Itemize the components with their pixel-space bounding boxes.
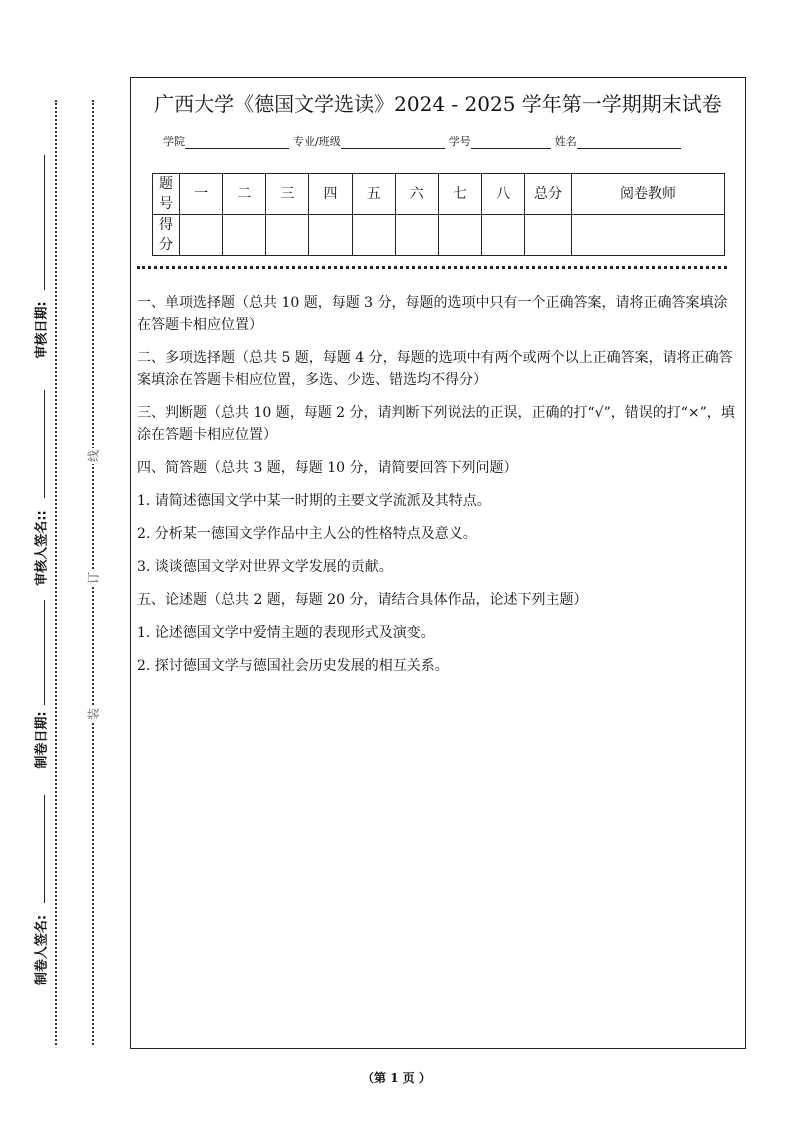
page-title: 广西大学《德国文学选读》2024 - 2025 学年第一学期期末试卷 (154, 92, 722, 116)
maker-sign-label: 制卷人签名: (34, 914, 50, 986)
question: 3. 谈谈德国文学对世界文学发展的贡献。 (137, 559, 393, 575)
score-cell[interactable] (438, 215, 481, 256)
col-header: 三 (266, 174, 309, 215)
col-header: 七 (438, 174, 481, 215)
review-date-label: 审核日期: (34, 301, 50, 359)
section-1: 一、单项选择题（总共 10 题，每题 3 分，每题的选项中只有一个正确答案，请将正确答案填涂在答题卡相应位置） (137, 295, 728, 333)
question: 1. 请简述德国文学中某一时期的主要文学流派及其特点。 (137, 493, 491, 509)
score-table (152, 173, 725, 256)
question: 1. 论述德国文学中爱情主题的表现形式及演变。 (137, 625, 435, 641)
row-header: 得分 (153, 215, 180, 256)
question: 2. 分析某一德国文学作品中主人公的性格特点及意义。 (137, 526, 477, 542)
col-header: 八 (481, 174, 524, 215)
score-cell[interactable] (180, 215, 223, 256)
separator (137, 266, 727, 269)
bind-char-ding: 订 (86, 571, 101, 585)
table-row (153, 174, 725, 215)
maker-sign-line (44, 795, 45, 903)
section-5: 五、论述题（总共 2 题，每题 20 分，请结合具体作品，论述下列主题） (137, 592, 588, 608)
col-header: 阅卷教师 (572, 174, 725, 215)
make-date-label: 制卷日期: (34, 711, 50, 769)
col-header: 二 (223, 174, 266, 215)
col-header: 一 (180, 174, 223, 215)
college-field[interactable] (185, 136, 289, 149)
section-3: 三、判断题（总共 10 题，每题 2 分，请判断下列说法的正误，正确的打“√”，错误的打“×”，填涂在答题卡相应位置） (137, 405, 735, 443)
name-label: 姓名 (554, 135, 577, 148)
major-field[interactable] (341, 136, 445, 149)
exam-instructions (137, 292, 739, 688)
score-cell[interactable] (266, 215, 309, 256)
col-header: 总分 (525, 174, 572, 215)
name-field[interactable] (577, 136, 681, 149)
col-header: 六 (395, 174, 438, 215)
section-4: 四、简答题（总共 3 题，每题 10 分，请简要回答下列问题） (137, 460, 518, 476)
score-cell[interactable] (309, 215, 352, 256)
col-header: 四 (309, 174, 352, 215)
college-label: 学院 (163, 135, 185, 148)
section-2: 二、多项选择题（总共 5 题，每题 4 分，每题的选项中有两个或两个以上正确答案，请将正确答案填涂在答题卡相应位置，多选、少选、错选均不得分） (137, 350, 733, 388)
score-cell[interactable] (525, 215, 572, 256)
id-field[interactable] (471, 136, 551, 149)
score-cell[interactable] (395, 215, 438, 256)
score-cell[interactable] (572, 215, 725, 256)
score-cell[interactable] (223, 215, 266, 256)
reviewer-sign-line (44, 390, 45, 498)
page-number: （第 1 页 ） (362, 1071, 431, 1085)
binding-dotted-line (55, 100, 57, 1045)
score-cell[interactable] (352, 215, 395, 256)
question: 2. 探讨德国文学与德国社会历史发展的相互关系。 (137, 658, 449, 674)
id-label: 学号 (448, 135, 471, 148)
major-label: 专业/班级 (293, 135, 341, 148)
reviewer-sign-label: 审核人签名:: (34, 510, 50, 586)
score-cell[interactable] (481, 215, 524, 256)
make-date-line (44, 600, 45, 705)
exam-frame (130, 77, 746, 1049)
bind-char-zhuang: 装 (86, 707, 101, 721)
table-row (153, 215, 725, 256)
student-info (163, 133, 685, 149)
col-header: 五 (352, 174, 395, 215)
bind-char-line: 线 (86, 449, 101, 463)
row-header: 题号 (153, 174, 180, 215)
review-date-line (44, 155, 45, 290)
